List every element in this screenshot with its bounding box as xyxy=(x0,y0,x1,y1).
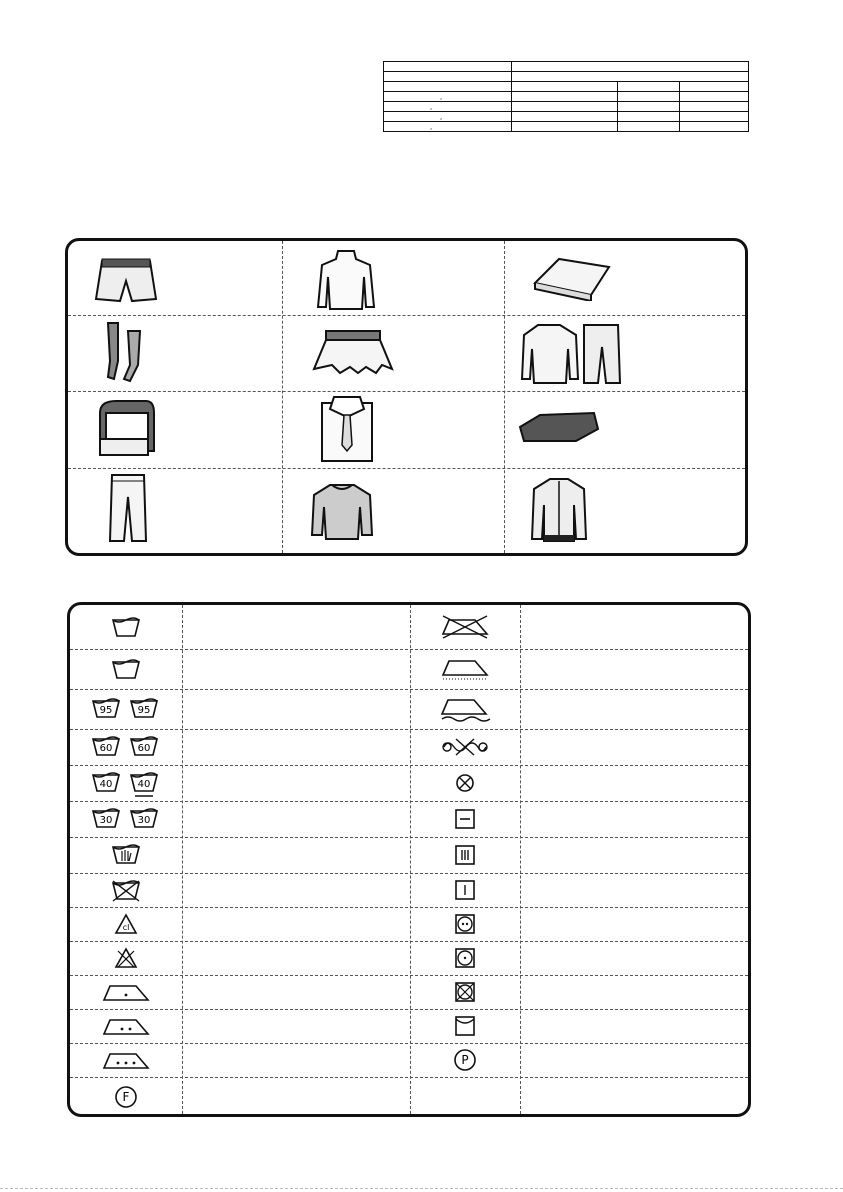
svg-text:95: 95 xyxy=(99,705,113,716)
wash-tub-icon xyxy=(70,649,182,689)
svg-text:30: 30 xyxy=(137,815,151,826)
svg-text:cl: cl xyxy=(122,923,130,932)
tumble-dry-high-icon xyxy=(410,907,520,941)
iron-two-dot-icon xyxy=(70,1009,182,1043)
svg-text:95: 95 xyxy=(137,705,151,716)
svg-text:30: 30 xyxy=(99,815,113,826)
tumble-dry-low-icon xyxy=(410,941,520,975)
svg-text:60: 60 xyxy=(137,743,151,754)
wash-40-icon xyxy=(70,765,182,801)
iron-steam-wave-icon xyxy=(410,689,520,729)
wash-60-icon xyxy=(70,729,182,765)
care-symbols-panel xyxy=(67,602,751,1117)
hand-wash-icon xyxy=(70,837,182,873)
no-iron-icon xyxy=(410,605,520,649)
wash-tub-icon xyxy=(70,605,182,649)
hang-dry-icon xyxy=(410,1009,520,1043)
no-wring-icon xyxy=(410,729,520,765)
spec-table: , , , , xyxy=(383,61,749,132)
iron-one-dot-icon xyxy=(70,975,182,1009)
no-wash-icon xyxy=(70,873,182,907)
dry-clean-f-icon xyxy=(70,1077,182,1117)
drip-dry-icon xyxy=(410,837,520,873)
iron-steam-dotted-icon xyxy=(410,649,520,689)
svg-text:60: 60 xyxy=(99,743,113,754)
garment-panel xyxy=(65,238,748,556)
line-dry-icon xyxy=(410,873,520,907)
svg-text:40: 40 xyxy=(137,779,151,790)
no-dry-clean-icon xyxy=(410,765,520,801)
dry-clean-p-icon xyxy=(410,1043,520,1077)
bleach-icon xyxy=(70,907,182,941)
dry-flat-icon xyxy=(410,801,520,837)
no-tumble-dry-icon xyxy=(410,975,520,1009)
iron-three-dot-icon xyxy=(70,1043,182,1077)
svg-text:40: 40 xyxy=(99,779,113,790)
svg-text:F: F xyxy=(122,1090,130,1104)
no-bleach-icon xyxy=(70,941,182,975)
svg-text:P: P xyxy=(461,1053,469,1067)
wash-30-icon xyxy=(70,801,182,837)
wash-95-icon xyxy=(70,689,182,729)
